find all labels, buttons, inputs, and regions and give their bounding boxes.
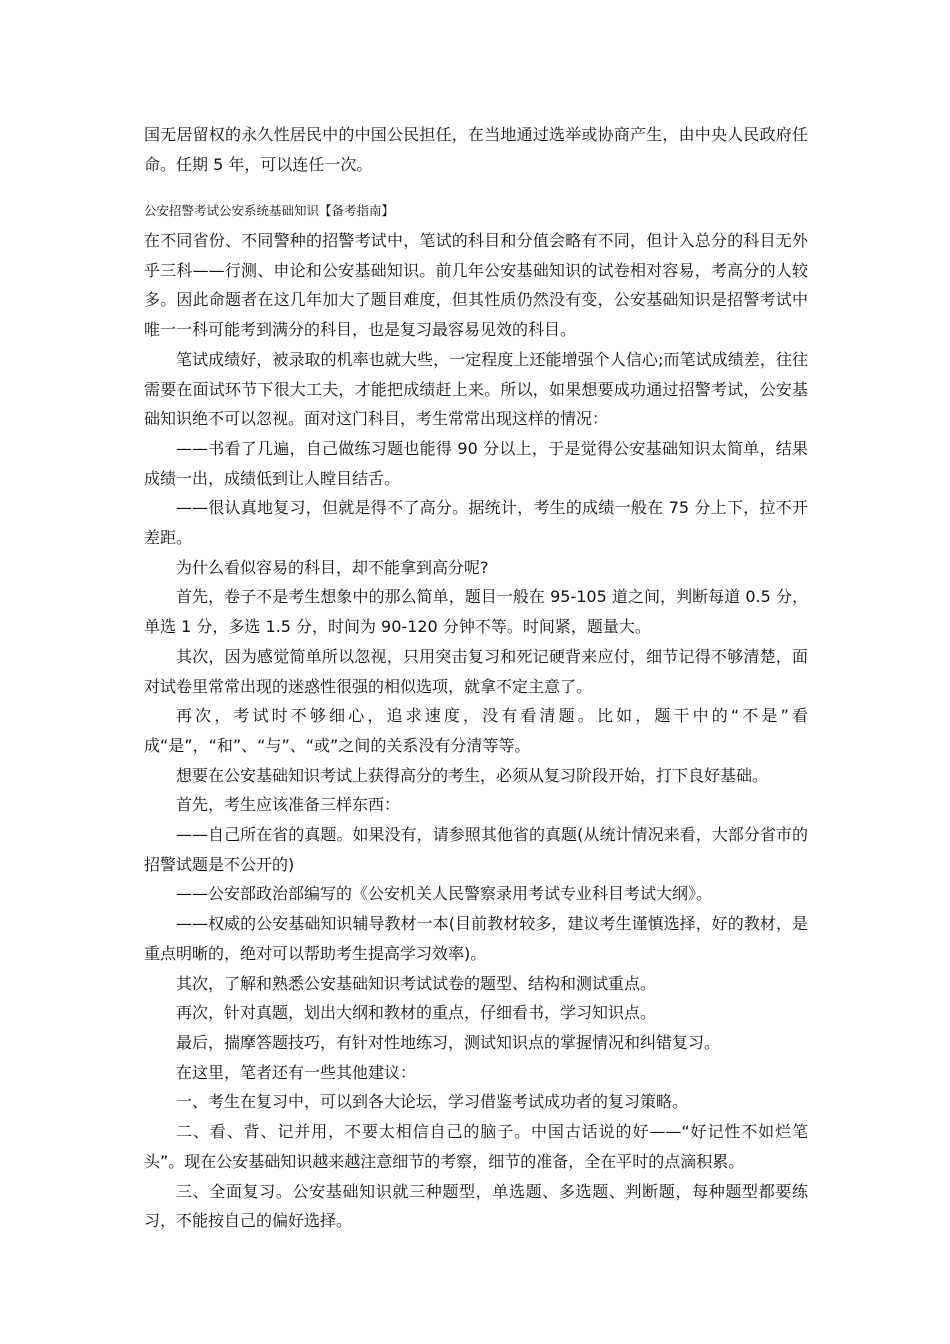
body-paragraph: 一、考生在复习中，可以到各大论坛，学习借鉴考试成功者的复习策略。 [176, 1092, 689, 1112]
body-paragraph: 其次，了解和熟悉公安基础知识考试试卷的题型、结构和测试重点。 [176, 973, 657, 993]
body-paragraph: 再次，考试时不够细心，追求速度，没有看清题。比如，题干中的“不是”看成“是”，“和”、“与”、“或”之间的关系没有分清等等。 [144, 706, 808, 755]
article-body [144, 226, 808, 1236]
body-paragraph: ——书看了几遍，自己做练习题也能得 90 分以上，于是觉得公安基础知识太简单，结果成绩一出，成绩低到让人瞠目结舌。 [144, 438, 808, 488]
body-paragraph: 再次，针对真题，划出大纲和教材的重点，仔细看书，学习知识点。 [176, 1003, 657, 1023]
body-paragraph: ——公安部政治部编写的《公安机关人民警察录用考试专业科目考试大纲》。 [176, 884, 713, 904]
body-paragraph: 在不同省份、不同警种的招警考试中，笔试的科目和分值会略有不同，但计入总分的科目无外乎三科——行测、申论和公安基础知识。前几年公安基础知识的试卷相对容易，考高分的人较多。因此命题者在这几年加大了题目难度，但其性质仍然没有变，公安基础知识是招警考试中唯一一科可能考到满分的科目，也是复习最容易见效的科目。 [144, 231, 808, 340]
body-paragraph: 三、全面复习。公安基础知识就三种题型，单选题、多选题、判断题，每种题型都要练习，不能按自己的偏好选择。 [144, 1181, 808, 1231]
body-paragraph: 想要在公安基础知识考试上获得高分的考生，必须从复习阶段开始，打下良好基础。 [176, 765, 769, 785]
body-paragraph: 最后，揣摩答题技巧，有针对性地练习，测试知识点的掌握情况和纠错复习。 [176, 1032, 721, 1052]
body-paragraph: ——权威的公安基础知识辅导教材一本(目前教材较多，建议考生谨慎选择，好的教材，是重点明晰的，绝对可以帮助考生提高学习效率)。 [144, 914, 808, 963]
body-paragraph: ——自己所在省的真题。如果没有，请参照其他省的真题(从统计情况来看，大部分省市的招警试题是不公开的) [144, 825, 808, 874]
intro-paragraph: 国无居留权的永久性居民中的中国公民担任，在当地通过选举或协商产生，由中央人民政府任命。任期 5 年，可以连任一次。 [144, 125, 808, 174]
body-paragraph: 笔试成绩好，被录取的机率也就大些，一定程度上还能增强个人信心;而笔试成绩差，往往需要在面试环节下很大工夫，才能把成绩赶上来。所以，如果想要成功通过招警考试，公安基础知识绝不可以忽视。面对这门科目，考生常常出现这样的情况： [144, 349, 808, 429]
body-paragraph: 其次，因为感觉简单所以忽视，只用突击复习和死记硬背来应付，细节记得不够清楚，面对试卷里常常出现的迷惑性很强的相似选项，就拿不定主意了。 [144, 646, 808, 696]
body-paragraph: ——很认真地复习，但就是得不了高分。据统计，考生的成绩一般在 75 分上下，拉不开差距。 [144, 498, 808, 548]
body-paragraph: 首先，卷子不是考生想象中的那么简单，题目一般在 95-105 道之间，判断每道 0.5 分，单选 1 分，多选 1.5 分，时间为 90-120 分钟不等。时间紧，题量大。 [144, 587, 808, 637]
body-paragraph: 为什么看似容易的科目，却不能拿到高分呢? [176, 557, 489, 577]
body-paragraph: 首先，考生应该准备三样东西： [176, 795, 401, 815]
body-paragraph: 二、看、背、记并用，不要太相信自己的脑子。中国古话说的好——“好记性不如烂笔头”。现在公安基础知识越来越注意细节的考察，细节的准备，全在平时的点滴积累。 [144, 1122, 808, 1171]
section-heading: 公安招警考试公安系统基础知识【备考指南】 [144, 203, 395, 218]
body-paragraph: 在这里，笔者还有一些其他建议： [176, 1062, 417, 1082]
